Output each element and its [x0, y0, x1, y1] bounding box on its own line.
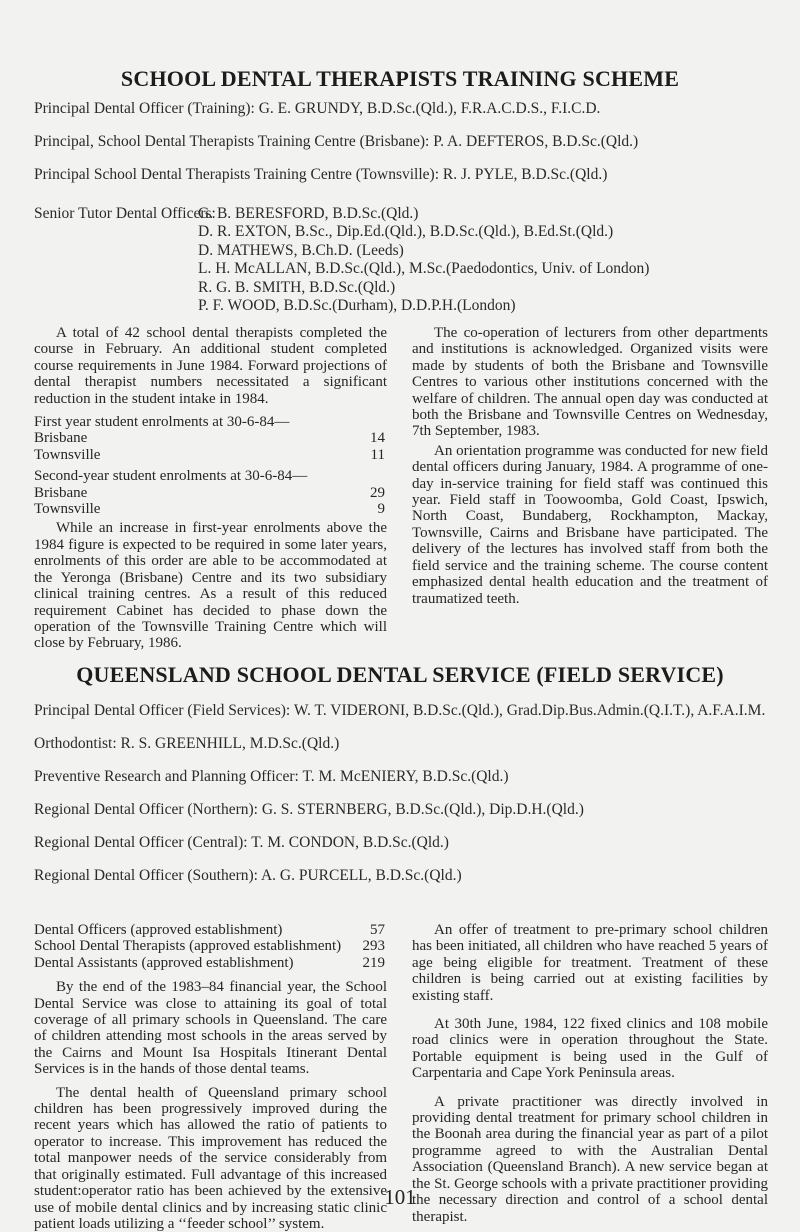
paragraph: The co-operation of lecturers from other departments and institutions is acknowledged. Organized visits were made by students of both the Brisbane and Townsville Centres to various other institutions concerned with the welfare of children. The annual open day was conducted at both the Brisbane and Townsville Centres on Wednesday, 7th September, 1983. [412, 325, 768, 440]
enrolment-value: 14 [370, 430, 385, 447]
training-right-column [412, 325, 768, 607]
first-year-heading: First year student enrolments at 30-6-84— [34, 414, 290, 431]
enrolment-row-brisbane [34, 430, 387, 446]
section-title-field-service: QUEENSLAND SCHOOL DENTAL SERVICE (FIELD SERVICE) [76, 662, 724, 687]
establishment-value: 293 [362, 938, 385, 955]
enrolment-label: Townsville [34, 501, 101, 518]
staff-line-regional-northern: Regional Dental Officer (Northern): G. S. STERNBERG, B.D.Sc.(Qld.), Dip.D.H.(Qld.) [34, 801, 584, 818]
enrolment-label: Brisbane [34, 484, 88, 501]
staff-line-regional-central: Regional Dental Officer (Central): T. M. CONDON, B.D.Sc.(Qld.) [34, 834, 449, 851]
tutor-entry: P. F. WOOD, B.D.Sc.(Durham), D.D.P.H.(London) [198, 296, 516, 314]
enrolment-label: Townsville [34, 446, 101, 463]
staff-line-preventive-research: Preventive Research and Planning Officer: T. M. McENIERY, B.D.Sc.(Qld.) [34, 768, 509, 785]
enrolment-value: 29 [370, 484, 385, 501]
enrolment-value: 9 [377, 501, 385, 518]
training-left-column [34, 325, 387, 652]
establishment-value: 57 [370, 922, 385, 938]
tutor-entry: L. H. McALLAN, B.D.Sc.(Qld.), M.Sc.(Paedodontics, Univ. of London) [198, 260, 650, 278]
senior-tutors-label: Senior Tutor Dental Officers: [34, 205, 216, 222]
tutor-entry: D. R. EXTON, B.Sc., Dip.Ed.(Qld.), B.D.Sc.(Qld.), B.Ed.St.(Qld.) [198, 223, 614, 241]
tutor-entry: R. G. B. SMITH, B.D.Sc.(Qld.) [198, 278, 396, 296]
paragraph: An offer of treatment to pre-primary school children has been initiated, all children who have reached 5 years of age being eligible for treatment. Treatment of these children is being carried out at existing facilities by existing staff. [412, 922, 768, 1004]
enrolment-row-townsville [34, 501, 387, 517]
establishment-row [34, 938, 387, 954]
staff-line-principal-townsville: Principal School Dental Therapists Training Centre (Townsville): R. J. PYLE, B.D.Sc.(Qld.) [34, 166, 608, 183]
enrolment-value: 11 [370, 446, 385, 463]
page-number: 101 [384, 1185, 416, 1209]
enrolment-row-brisbane [34, 485, 387, 501]
enrolment-row-townsville [34, 447, 387, 463]
establishment-label: Dental Assistants (approved establishment) [34, 954, 294, 971]
tutor-entry: D. MATHEWS, B.Ch.D. (Leeds) [198, 241, 404, 259]
enrolment-label: Brisbane [34, 430, 88, 447]
staff-line-regional-southern: Regional Dental Officer (Southern): A. G. PURCELL, B.D.Sc.(Qld.) [34, 867, 462, 884]
staff-line-principal-brisbane: Principal, School Dental Therapists Training Centre (Brisbane): P. A. DEFTEROS, B.D.Sc.(Qld.) [34, 133, 639, 150]
senior-tutors-list [198, 205, 649, 315]
staff-line-orthodontist: Orthodontist: R. S. GREENHILL, M.D.Sc.(Qld.) [34, 735, 340, 752]
establishment-label: Dental Officers (approved establishment) [34, 922, 283, 938]
paragraph: The dental health of Queensland primary school children has been progressively improved during the recent years which has allowed the ratio of patients to operator to increase. This improvement has reduced the total manpower needs of the service considerably from that originally estimated. Full advantage of this increased student:operator ratio has been achieved by the extensive use of mobile dental clinics and by increasing static clinic patient loads utilizing a ‘‘feeder school’’ system. [34, 1084, 387, 1232]
paragraph: At 30th June, 1984, 122 fixed clinics and 108 mobile road clinics were in operation throughout the State. Portable equipment is being used in the Gulf of Carpentaria and Cape York Peninsula areas. [412, 1016, 768, 1082]
establishment-row [34, 955, 387, 971]
establishment-label: School Dental Therapists (approved establishment) [34, 938, 342, 955]
staff-line-field-services: Principal Dental Officer (Field Services): W. T. VIDERONI, B.D.Sc.(Qld.), Grad.Dip.Bus.Admin.(Q.I.T.), A.F.A.I.M. [34, 702, 766, 719]
field-right-column [412, 922, 768, 1225]
paragraph: An orientation programme was conducted for new field dental officers during January, 1984. A programme of one-day in-service training for field staff was continued this year. Field staff in Toowoomba, Gold Coast, Ipswich, North Coast, Bundaberg, Rockhampton, Mackay, Townsville, Cairns and Brisbane have participated. The delivery of the lectures has involved staff from both the field service and the training scheme. The course content emphasized dental health education and the treatment of traumatized teeth. [412, 442, 768, 607]
paragraph: While an increase in first-year enrolments above the 1984 figure is expected to be required in some later years, enrolments of this order are able to be accommodated at the Yeronga (Brisbane) Centre and its two subsidiary clinical training centres. As a result of this reduced requirement Cabinet has decided to phase down the operation of the Townsville Training Centre which will close by February, 1986. [34, 520, 387, 652]
staff-line-principal-training: Principal Dental Officer (Training): G. E. GRUNDY, B.D.Sc.(Qld.), F.R.A.C.D.S., F.I.C.D. [34, 100, 601, 117]
paragraph: A private practitioner was directly involved in providing dental treatment for primary school children in the Boonah area during the financial year as part of a pilot programme agreed to with the Australian Dental Association (Queensland Branch). A new service began at the St. George schools with a private practitioner providing the necessary direction and control of a school dental therapist. [412, 1093, 768, 1225]
tutor-entry: G. B. BERESFORD, B.D.Sc.(Qld.) [198, 205, 419, 222]
second-year-heading: Second-year student enrolments at 30-6-84— [34, 468, 308, 485]
paragraph: By the end of the 1983–84 financial year, the School Dental Service was close to attaining its goal of total coverage of all primary schools in Queensland. The care of children attending most schools in the areas served by the Cairns and Mount Isa Hospitals Itinerant Dental Services is in the hands of those dental teams. [34, 979, 387, 1078]
establishment-value: 219 [362, 954, 385, 971]
paragraph: A total of 42 school dental therapists completed the course in February. An additional student completed course requirements in June 1984. Forward projections of dental therapist numbers necessitated a significant reduction in the student intake in 1984. [34, 325, 387, 407]
section-title-training-scheme: SCHOOL DENTAL THERAPISTS TRAINING SCHEME [120, 66, 680, 91]
establishment-row [34, 922, 387, 938]
